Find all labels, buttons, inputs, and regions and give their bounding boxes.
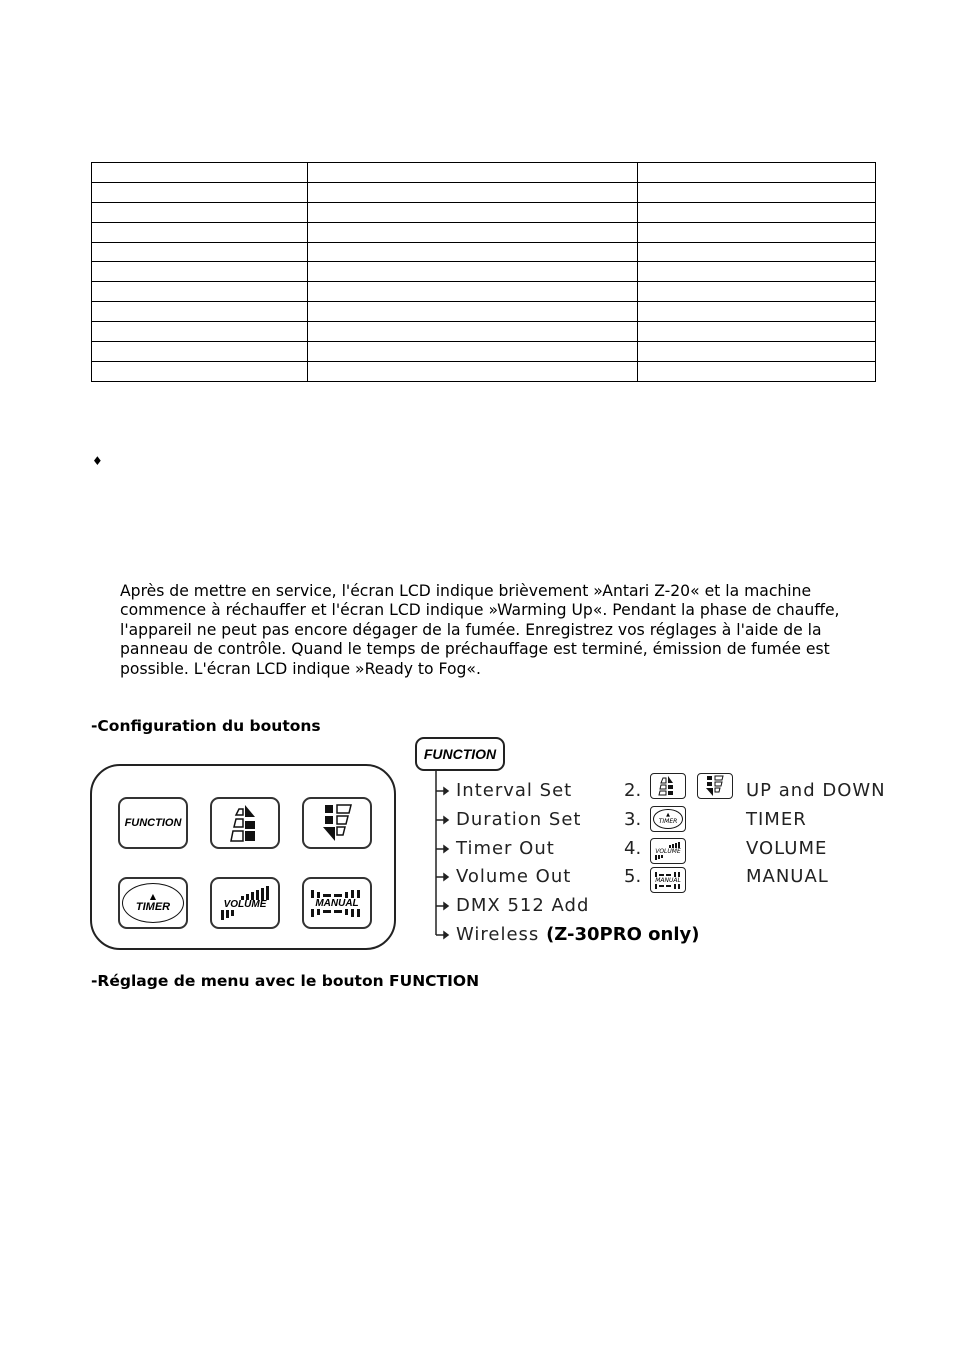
menu-item-volume-out: Volume Out (456, 866, 572, 887)
table-row (92, 262, 876, 282)
legend-number-3: 3. (624, 809, 642, 830)
table-cell (308, 342, 638, 362)
table-row (92, 361, 876, 381)
manual-button[interactable] (302, 877, 372, 929)
legend-number-5: 5. (624, 866, 642, 887)
manual-bars-bottom-icon (309, 909, 365, 917)
function-menu-header: FUNCTION (415, 737, 505, 771)
table-row (92, 163, 876, 183)
table-cell (92, 202, 308, 222)
table-cell (638, 282, 876, 302)
table-cell (92, 342, 308, 362)
timer-button[interactable] (118, 877, 188, 929)
table-cell (308, 242, 638, 262)
warmup-paragraph: Après de mettre en service, l'écran LCD indique brièvement »Antari Z-20« et la machine commence à réchauffer et l'écran LCD indique »Warming Up«. Pendant la phase de chauffe, l'appareil ne peut pas encore dégager de la fumée. Enregistrez vos réglages à l'aide de la panneau de contrôle. Quand le temps de préchauffage est terminé, émission de fumée est possible. L'écran LCD indique »Ready to Fog«. (120, 582, 840, 678)
menu-item-wireless-label: Wireless (456, 924, 540, 945)
menu-item-duration-set: Duration Set (456, 809, 582, 830)
table-cell (308, 282, 638, 302)
mini-manual-icon (650, 867, 686, 893)
legend-number-2: 2. (624, 780, 642, 801)
wireless-note: (Z-30PRO only) (546, 924, 700, 945)
control-panel (90, 764, 396, 950)
volume-bars-icon (219, 886, 271, 900)
table-row (92, 242, 876, 262)
down-icon (315, 801, 359, 845)
table-cell (638, 342, 876, 362)
table-cell (638, 262, 876, 282)
table-cell (308, 202, 638, 222)
table-cell (308, 182, 638, 202)
table-cell (308, 262, 638, 282)
menu-item-dmx-512-add: DMX 512 Add (456, 895, 590, 916)
table-cell (308, 302, 638, 322)
mini-manual-label: MANUAL (655, 876, 681, 884)
table-cell (638, 361, 876, 381)
spec-table-body (92, 163, 876, 382)
table-row (92, 342, 876, 362)
table-row (92, 182, 876, 202)
timer-button-label: TIMER (135, 901, 171, 913)
table-cell (92, 262, 308, 282)
table-cell (638, 163, 876, 183)
legend-desc-up-down: UP and DOWN (746, 780, 886, 801)
table-cell (92, 361, 308, 381)
mini-volume-label: VOLUME (655, 848, 681, 855)
menu-heading: -Réglage de menu avec le bouton FUNCTION (91, 972, 480, 990)
up-button[interactable] (210, 797, 280, 849)
table-row (92, 302, 876, 322)
menu-tree-lines (430, 771, 454, 943)
down-button[interactable] (302, 797, 372, 849)
table-cell (638, 202, 876, 222)
table-cell (92, 163, 308, 183)
manual-bars-top-icon (309, 890, 365, 898)
table-cell (308, 163, 638, 183)
table-cell (92, 222, 308, 242)
mini-down-icon (697, 773, 733, 799)
bullet-marker: ♦ (92, 454, 103, 468)
manual-button-label: MANUAL (315, 897, 359, 909)
table-cell (92, 182, 308, 202)
table-row (92, 222, 876, 242)
up-icon (223, 801, 267, 845)
table-cell (638, 302, 876, 322)
triangle-up-icon: ▲ (149, 892, 157, 901)
table-cell (308, 222, 638, 242)
table-cell (92, 242, 308, 262)
volume-bars-bottom-icon (219, 910, 271, 920)
legend-desc-manual: MANUAL (746, 866, 829, 887)
menu-item-interval-set: Interval Set (456, 780, 573, 801)
table-row (92, 322, 876, 342)
table-row (92, 282, 876, 302)
mini-volume-icon (650, 838, 686, 864)
spec-table (91, 162, 876, 382)
mini-timer-label: TIMER (658, 818, 678, 825)
mini-up-icon (650, 773, 686, 799)
function-button-label: FUNCTION (124, 817, 182, 829)
legend-desc-volume: VOLUME (746, 838, 828, 859)
table-cell (92, 282, 308, 302)
table-cell (308, 361, 638, 381)
mini-triangle-icon: ▲ (666, 812, 670, 818)
volume-button-label: VOLUME (223, 899, 267, 910)
function-button[interactable] (118, 797, 188, 849)
legend-desc-timer: TIMER (746, 809, 807, 830)
legend-number-4: 4. (624, 838, 642, 859)
menu-item-wireless (456, 924, 699, 945)
menu-item-timer-out: Timer Out (456, 838, 555, 859)
timer-oval (122, 883, 184, 923)
table-cell (92, 322, 308, 342)
table-cell (638, 222, 876, 242)
table-cell (308, 322, 638, 342)
table-cell (638, 182, 876, 202)
table-row (92, 202, 876, 222)
config-heading: -Configuration du boutons (91, 717, 321, 735)
mini-timer-icon (650, 806, 686, 832)
table-cell (638, 322, 876, 342)
table-cell (92, 302, 308, 322)
table-cell (638, 242, 876, 262)
volume-button[interactable] (210, 877, 280, 929)
